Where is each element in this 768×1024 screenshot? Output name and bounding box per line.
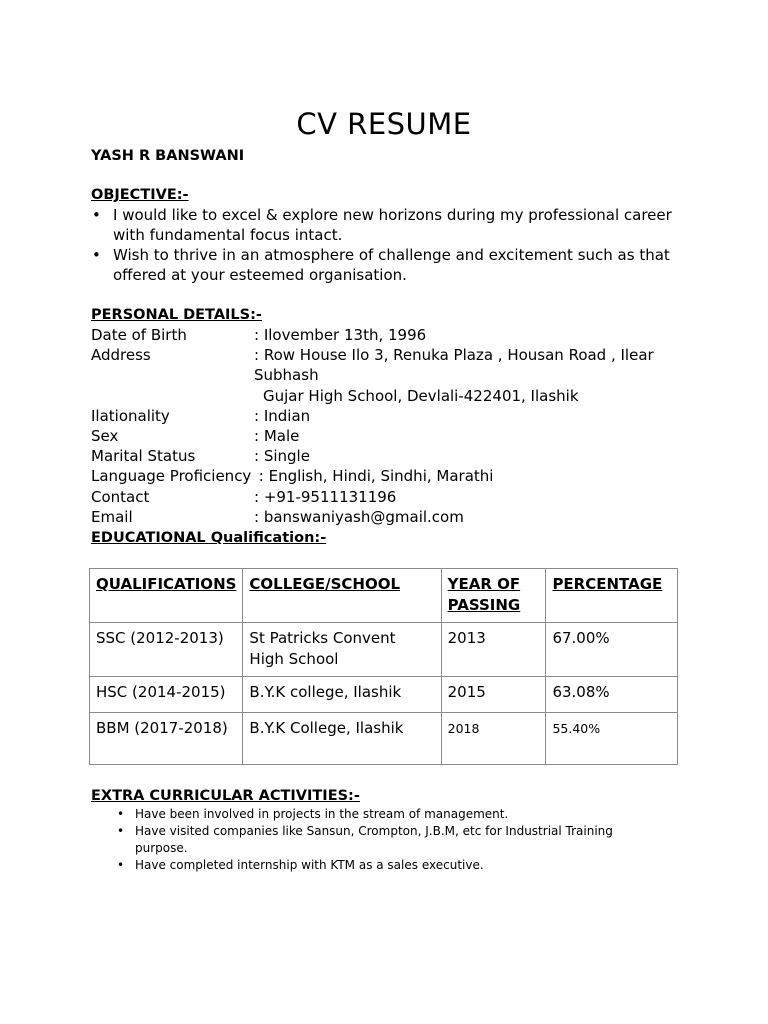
- detail-label: Marital Status: [91, 447, 196, 466]
- column-header: PERCENTAGE: [546, 569, 678, 623]
- activity-item: • Have completed internship with KTM as a sales executive.: [117, 857, 637, 874]
- candidate-name: YASH R BANSWANI: [91, 148, 245, 164]
- column-header: QUALIFICATIONS: [90, 569, 243, 623]
- address-line-2: Gujar High School, Devlali-422401, Ilashik: [263, 386, 579, 405]
- detail-value: : English, Hindi, Sindhi, Marathi: [254, 467, 494, 486]
- table-cell: 2013: [441, 623, 546, 677]
- education-heading: EDUCATIONAL Qualification:-: [91, 530, 327, 546]
- detail-value: : +91-9511131196: [254, 487, 397, 506]
- extra-curricular-heading: EXTRA CURRICULAR ACTIVITIES:-: [91, 788, 360, 804]
- address-line-1: : Row House Ilo 3, Renuka Plaza , Housan Road , Ilear Subhash: [254, 346, 654, 385]
- table-cell: SSC (2012-2013): [90, 623, 243, 677]
- detail-row-marital-status: [91, 446, 711, 466]
- table-row: [90, 677, 678, 713]
- detail-value: : banswaniyash@gmail.com: [254, 507, 464, 526]
- detail-label: Contact: [91, 487, 150, 506]
- detail-row-address: [91, 345, 711, 406]
- column-header: YEAR OF PASSING: [441, 569, 546, 623]
- table-cell: 2018: [441, 713, 546, 765]
- detail-value: : Indian: [254, 406, 311, 425]
- detail-label: Sex: [91, 427, 119, 446]
- detail-label: Language Proficiency: [91, 467, 252, 486]
- table-cell: HSC (2014-2015): [90, 677, 243, 713]
- objective-item: • Wish to thrive in an atmosphere of challenge and excitement such as that offered at your esteemed organisation.: [91, 245, 691, 285]
- table-row: [90, 713, 678, 765]
- detail-label: Ilationality: [91, 406, 170, 425]
- detail-label: Address: [91, 346, 151, 365]
- detail-label: Email: [91, 507, 133, 526]
- column-header: COLLEGE/SCHOOL: [243, 569, 441, 623]
- activity-item: • Have been involved in projects in the stream of management.: [117, 806, 637, 823]
- table-cell: 63.08%: [546, 677, 678, 713]
- table-cell: B.Y.K College, Ilashik: [243, 713, 441, 765]
- education-table: [89, 568, 678, 765]
- table-cell: St Patricks Convent High School: [243, 623, 441, 677]
- detail-row-language: [91, 466, 711, 486]
- detail-row-sex: [91, 426, 711, 446]
- detail-value: : Single: [254, 447, 310, 466]
- detail-row-dob: [91, 325, 711, 345]
- objective-heading: OBJECTIVE:-: [91, 187, 189, 203]
- detail-value-address: [254, 345, 711, 406]
- table-cell: 67.00%: [546, 623, 678, 677]
- table-row: [90, 623, 678, 677]
- objective-list: [91, 205, 691, 285]
- table-cell: 55.40%: [546, 713, 678, 765]
- table-cell: 2015: [441, 677, 546, 713]
- personal-details-heading: PERSONAL DETAILS:-: [91, 307, 262, 323]
- table-header-row: [90, 569, 678, 623]
- detail-row-contact: [91, 487, 711, 507]
- page-title: CV RESUME: [296, 107, 472, 141]
- detail-value: : Male: [254, 427, 300, 446]
- objective-item: • I would like to excel & explore new horizons during my professional career with fundamental focus intact.: [91, 205, 691, 245]
- extra-curricular-list: [117, 806, 637, 874]
- detail-value: : Ilovember 13th, 1996: [254, 326, 427, 344]
- detail-label: Date of Birth: [91, 326, 187, 344]
- table-cell: BBM (2017-2018): [90, 713, 243, 765]
- detail-row-email: [91, 507, 711, 527]
- table-cell: B.Y.K college, Ilashik: [243, 677, 441, 713]
- detail-row-nationality: [91, 406, 711, 426]
- personal-details: [91, 325, 711, 527]
- activity-item: • Have visited companies like Sansun, Crompton, J.B.M, etc for Industrial Training purpose.: [117, 823, 637, 857]
